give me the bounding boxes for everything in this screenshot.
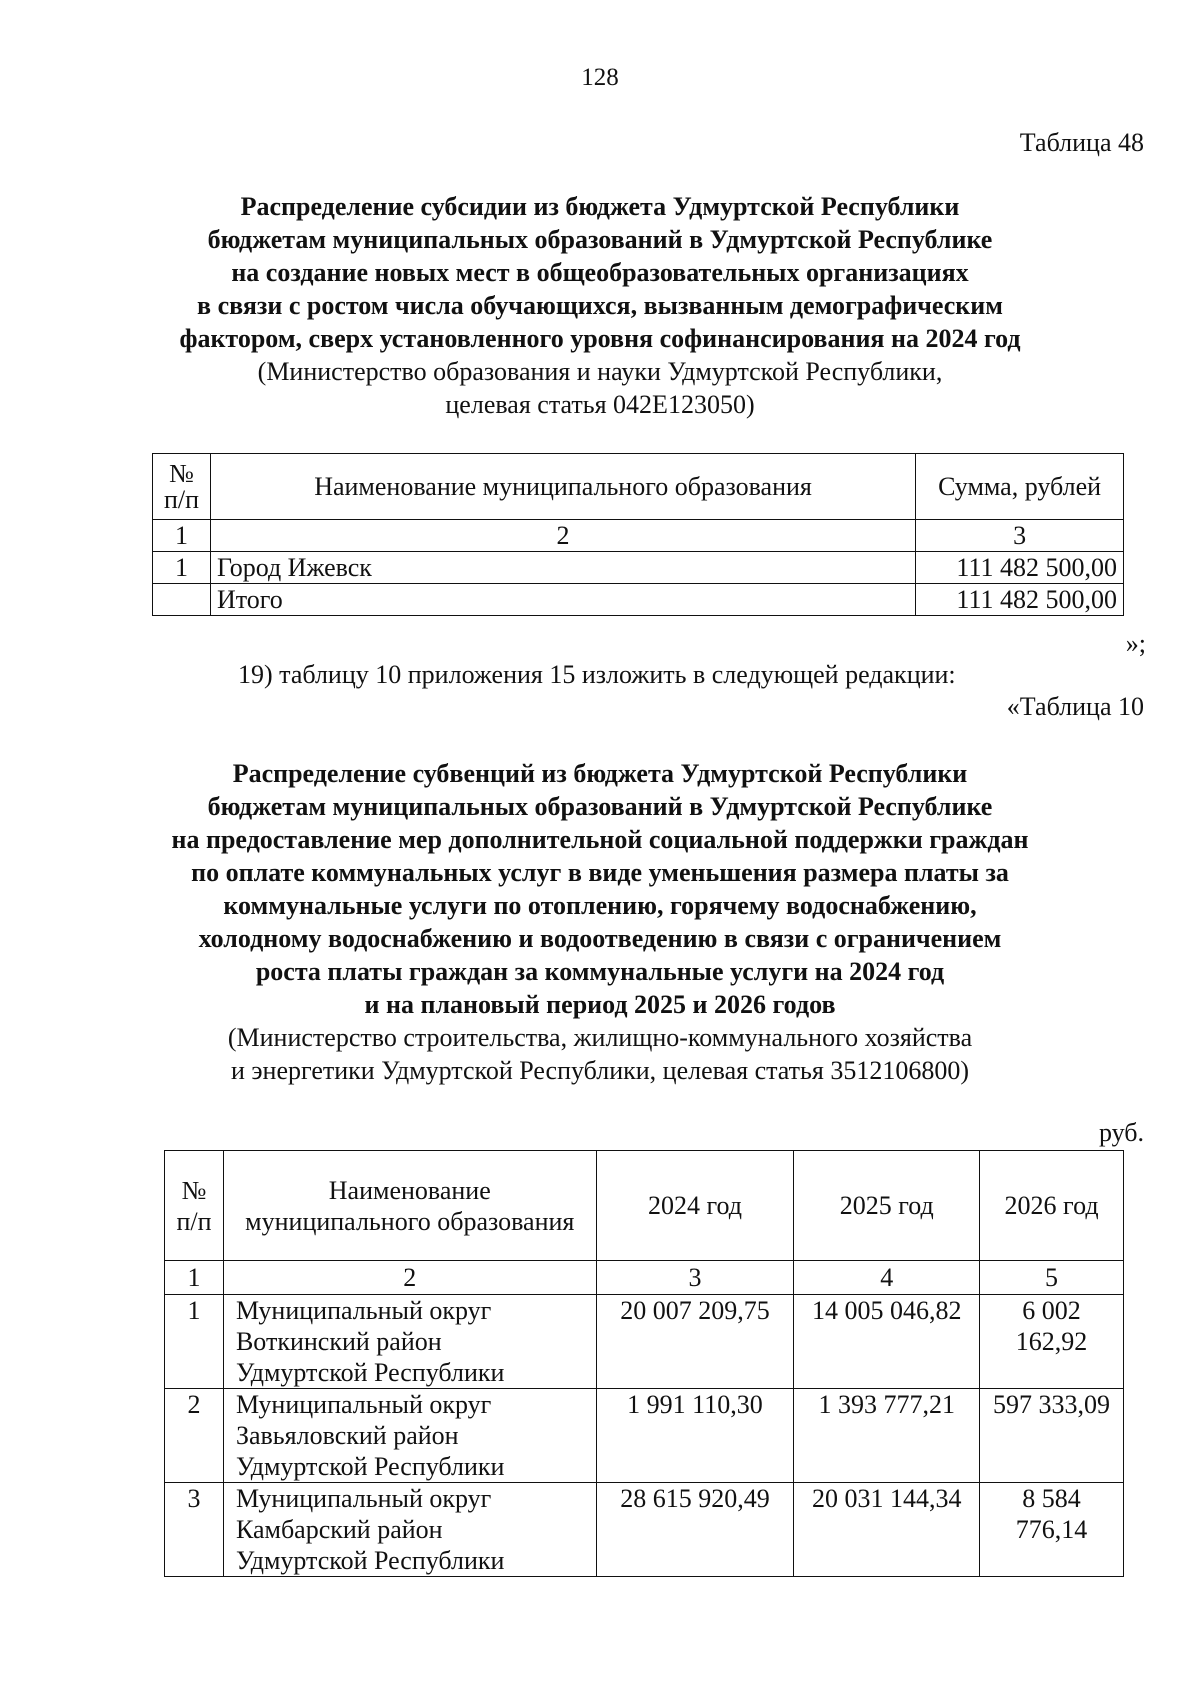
row-name-line: Удмуртской Республики: [235, 1358, 505, 1387]
row-num: 3: [165, 1483, 224, 1577]
table-row: [153, 552, 1124, 584]
row-2024: 28 615 920,49: [596, 1483, 794, 1577]
instruction-paragraph: 19) таблицу 10 приложения 15 изложить в следующей редакции:: [238, 660, 956, 689]
table-48: [152, 453, 1124, 616]
title-line: на предоставление мер дополнительной социальной поддержки граждан: [171, 825, 1029, 854]
title-line: и на плановый период 2025 и 2026 годов: [364, 990, 836, 1019]
row-name-line: Муниципальный округ: [235, 1296, 492, 1325]
header-row: [165, 1151, 1124, 1261]
table-row: [165, 1483, 1124, 1577]
index-cell: 1: [165, 1261, 224, 1295]
title-line: коммунальные услуги по отоплению, горячему водоснабжению,: [223, 891, 977, 920]
table-48-label: Таблица 48: [1019, 128, 1144, 157]
header-row: [153, 454, 1124, 520]
title-line: роста платы граждан за коммунальные услуги на 2024 год: [255, 957, 945, 986]
row-name: Город Ижевск: [210, 552, 915, 584]
row-name-line: Муниципальный округ: [235, 1484, 492, 1513]
header-name: [223, 1151, 596, 1261]
row-name: [223, 1483, 596, 1577]
header-2026: 2026 год: [980, 1151, 1124, 1261]
page-number: 128: [581, 64, 619, 91]
row-2025: 14 005 046,82: [794, 1295, 980, 1389]
title-line: по оплате коммунальных услуг в виде уменьшения размера платы за: [191, 858, 1009, 887]
title-line: Распределение субвенций из бюджета Удмуртской Республики: [232, 759, 968, 788]
subtitle-line: (Министерство образования и науки Удмуртской Республики,: [257, 357, 943, 386]
subtitle-line: (Министерство строительства, жилищно-коммунального хозяйства: [227, 1023, 973, 1052]
row-num: 1: [153, 552, 211, 584]
table-10-title: [150, 757, 1050, 1087]
index-cell: 2: [210, 520, 915, 552]
header-num-line: №: [181, 1175, 207, 1205]
title-line: на создание новых мест в общеобразовательных организациях: [231, 258, 969, 287]
header-2024: 2024 год: [596, 1151, 794, 1261]
row-name-line: Камбарский район: [235, 1515, 443, 1544]
header-2025: 2025 год: [794, 1151, 980, 1261]
row-2024: 1 991 110,30: [596, 1389, 794, 1483]
header-num-line: п/п: [163, 484, 199, 514]
row-2024: 20 007 209,75: [596, 1295, 794, 1389]
header-name-line: Наименование: [328, 1175, 491, 1205]
header-num: [153, 454, 211, 520]
header-name: Наименование муниципального образования: [210, 454, 915, 520]
row-num: 2: [165, 1389, 224, 1483]
index-cell: 1: [153, 520, 211, 552]
title-line: бюджетам муниципальных образований в Удмуртской Республике: [207, 792, 993, 821]
row-name-line: Удмуртской Республики: [235, 1452, 505, 1481]
table-row: [165, 1389, 1124, 1483]
title-line: Распределение субсидии из бюджета Удмуртской Республики: [240, 192, 960, 221]
row-num: [153, 584, 211, 616]
title-line: фактором, сверх установленного уровня софинансирования на 2024 год: [179, 324, 1021, 353]
subtitle-line: целевая статья 042E123050): [445, 390, 755, 419]
header-num-line: п/п: [176, 1206, 212, 1236]
row-sum: 111 482 500,00: [916, 552, 1124, 584]
row-name: [223, 1389, 596, 1483]
subtitle-line: и энергетики Удмуртской Республики, целевая статья 3512106800): [230, 1056, 970, 1085]
unit-label: руб.: [1098, 1118, 1144, 1147]
index-row: [165, 1261, 1124, 1295]
row-name: [223, 1295, 596, 1389]
index-cell: 4: [794, 1261, 980, 1295]
index-cell: 3: [596, 1261, 794, 1295]
row-2026: 6 002 162,92: [980, 1295, 1124, 1389]
header-sum: Сумма, рублей: [916, 454, 1124, 520]
row-2026: 8 584 776,14: [980, 1483, 1124, 1577]
table-10-label: «Таблица 10: [1006, 692, 1144, 721]
table-10: [164, 1150, 1124, 1577]
index-cell: 3: [916, 520, 1124, 552]
row-num: 1: [165, 1295, 224, 1389]
total-row: [153, 584, 1124, 616]
header-num-line: №: [169, 458, 194, 488]
title-line: холодному водоснабжению и водоотведению в связи с ограничением: [198, 924, 1002, 953]
row-name-line: Муниципальный округ: [235, 1390, 492, 1419]
row-2025: 1 393 777,21: [794, 1389, 980, 1483]
closing-mark: »;: [1125, 629, 1146, 658]
row-name-line: Удмуртской Республики: [235, 1546, 505, 1575]
header-name-line: муниципального образования: [245, 1206, 575, 1236]
row-2025: 20 031 144,34: [794, 1483, 980, 1577]
row-name: Итого: [210, 584, 915, 616]
table-48-title: [150, 190, 1050, 421]
row-name-line: Воткинский район: [235, 1327, 442, 1356]
title-line: бюджетам муниципальных образований в Удмуртской Республике: [207, 225, 993, 254]
table-row: [165, 1295, 1124, 1389]
title-line: в связи с ростом числа обучающихся, вызванным демографическим: [197, 291, 1003, 320]
index-cell: 5: [980, 1261, 1124, 1295]
row-2026: 597 333,09: [980, 1389, 1124, 1483]
header-num: [165, 1151, 224, 1261]
row-name-line: Завьяловский район: [235, 1421, 459, 1450]
row-sum: 111 482 500,00: [916, 584, 1124, 616]
index-row: [153, 520, 1124, 552]
index-cell: 2: [223, 1261, 596, 1295]
